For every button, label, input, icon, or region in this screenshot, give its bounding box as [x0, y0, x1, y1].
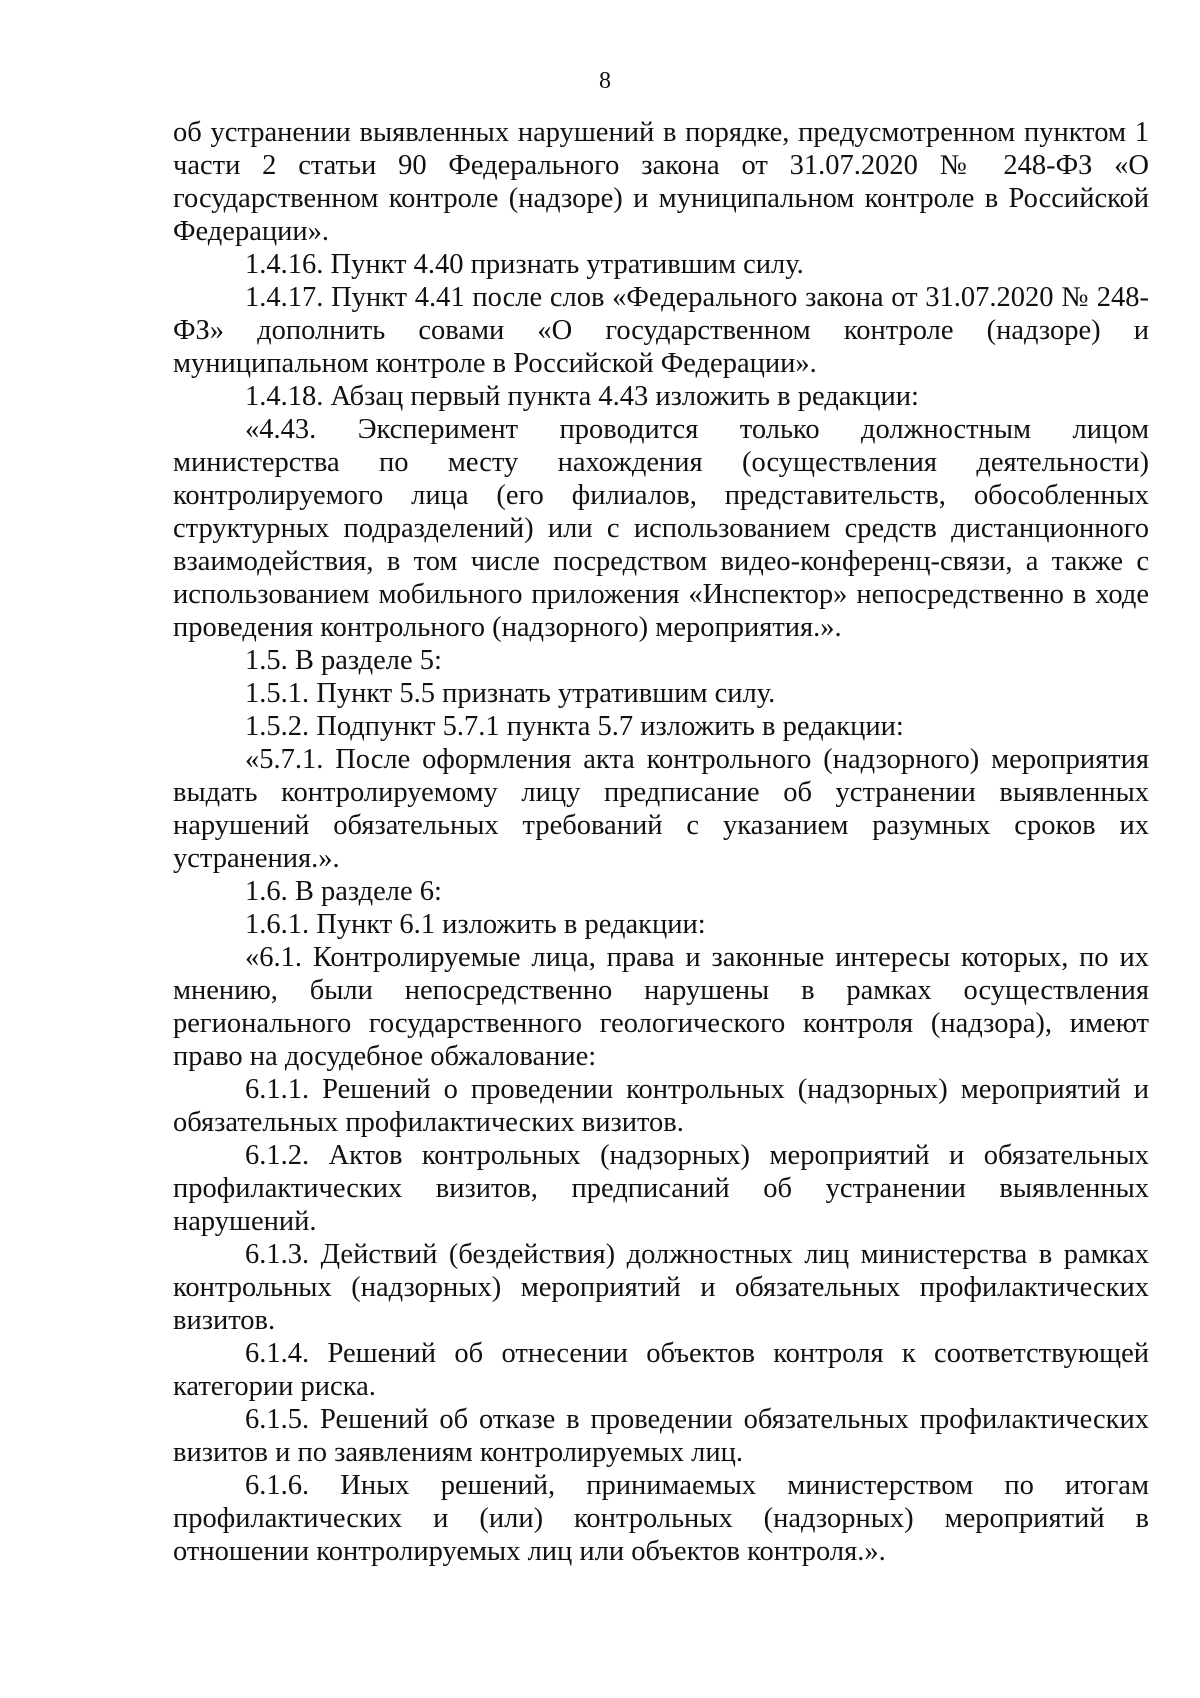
paragraph-1-6-1: 1.6.1. Пункт 6.1 изложить в редакции: — [245, 909, 706, 940]
paragraph-continuation: об устранении выявленных нарушений в порядке, предусмотренном пунктом 1 части 2 статьи 90 Федерального закона от 31.07.2020 № 248-ФЗ «О государственном контроле (надзоре) и муниципальном контроле в Российской Федерации». — [173, 117, 1149, 247]
paragraph-6-1-2: 6.1.2. Актов контрольных (надзорных) мероприятий и обязательных профилактических визитов, предписаний об устранении выявленных нарушений. — [173, 1140, 1149, 1237]
paragraph-1-5: 1.5. В разделе 5: — [245, 645, 442, 676]
paragraph-1-5-1: 1.5.1. Пункт 5.5 признать утратившим силу. — [245, 678, 776, 709]
paragraph-1-6: 1.6. В разделе 6: — [245, 876, 442, 907]
paragraph-6-1-1: 6.1.1. Решений о проведении контрольных (надзорных) мероприятий и обязательных профилактических визитов. — [173, 1074, 1149, 1138]
paragraph-6-1-4: 6.1.4. Решений об отнесении объектов контроля к соответствующей категории риска. — [173, 1338, 1149, 1402]
paragraph-6-1-6: 6.1.6. Иных решений, принимаемых министерством по итогам профилактических и (или) контрольных (надзорных) мероприятий в отношении контролируемых лиц или объектов контроля.». — [173, 1470, 1149, 1567]
paragraph-4-43-quote: «4.43. Эксперимент проводится только должностным лицом министерства по месту нахождения (осуществления деятельности) контролируемого лица (его филиалов, представительств, обособленных структурных подразделений) или с использованием средств дистанционного взаимодействия, в том числе посредством видео-конференц-связи, а также с использованием мобильного приложения «Инспектор» непосредственно в ходе проведения контрольного (надзорного) мероприятия.». — [173, 414, 1149, 643]
document-body — [173, 116, 1149, 1568]
paragraph-5-7-1-quote: «5.7.1. После оформления акта контрольного (надзорного) мероприятия выдать контролируемому лицу предписание об устранении выявленных нарушений обязательных требований с указанием разумных сроков их устранения.». — [173, 744, 1149, 874]
paragraph-1-5-2: 1.5.2. Подпункт 5.7.1 пункта 5.7 изложить в редакции: — [245, 711, 904, 742]
paragraph-1-4-16: 1.4.16. Пункт 4.40 признать утратившим силу. — [245, 249, 804, 280]
paragraph-6-1-3: 6.1.3. Действий (бездействия) должностных лиц министерства в рамках контрольных (надзорных) мероприятий и обязательных профилактических визитов. — [173, 1239, 1149, 1336]
paragraph-1-4-17: 1.4.17. Пункт 4.41 после слов «Федерального закона от 31.07.2020 № 248-ФЗ» дополнить совами «О государственном контроле (надзоре) и муниципальном контроле в Российской Федерации». — [173, 282, 1149, 379]
paragraph-1-4-18: 1.4.18. Абзац первый пункта 4.43 изложить в редакции: — [245, 381, 919, 412]
paragraph-6-1-quote: «6.1. Контролируемые лица, права и законные интересы которых, по их мнению, были непосредственно нарушены в рамках осуществления регионального государственного геологического контроля (надзора), имеют право на досудебное обжалование: — [173, 942, 1149, 1072]
paragraph-6-1-5: 6.1.5. Решений об отказе в проведении обязательных профилактических визитов и по заявлениям контролируемых лиц. — [173, 1404, 1149, 1468]
page-number: 8 — [599, 68, 611, 94]
